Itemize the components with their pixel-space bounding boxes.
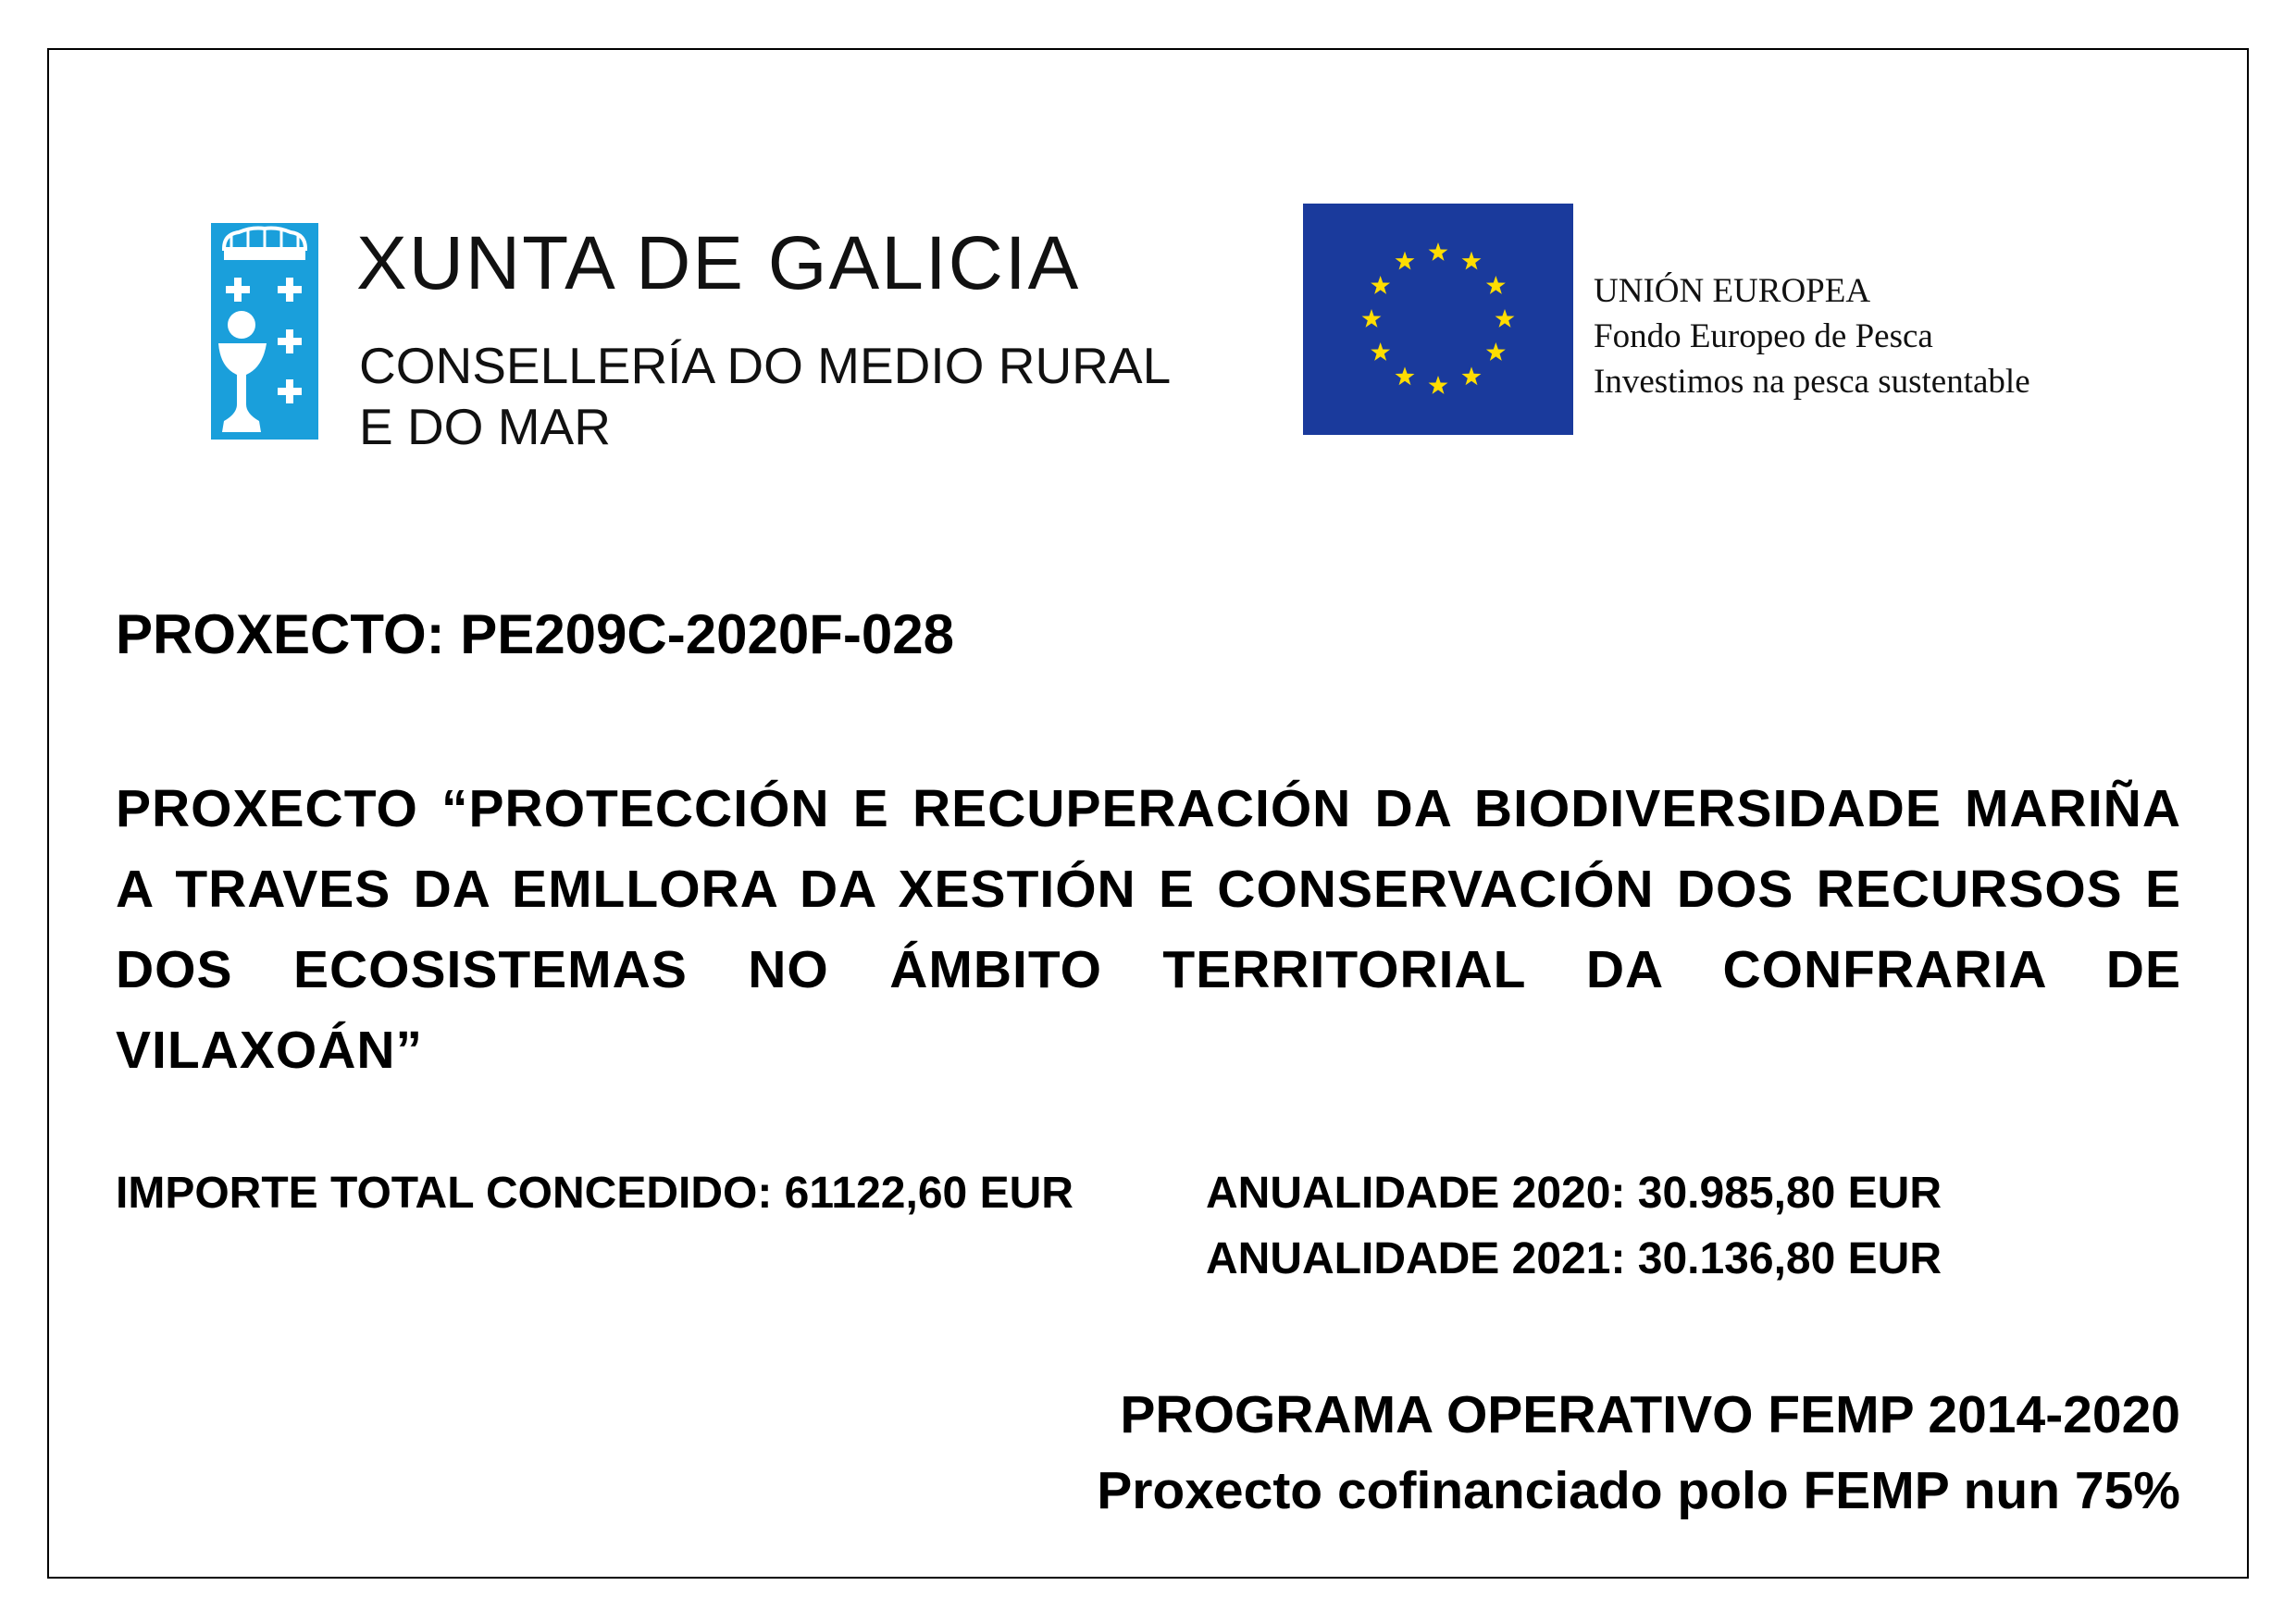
- xunta-title: XUNTA DE GALICIA: [356, 221, 1081, 305]
- eu-line3: Investimos na pesca sustentable: [1594, 363, 2030, 401]
- eu-line1: UNIÓN EUROPEA: [1594, 272, 1871, 310]
- eu-flag-icon: [1303, 204, 1573, 435]
- eu-star-icon: [1462, 366, 1482, 385]
- eu-star-icon: [1396, 366, 1415, 385]
- program-name: PROGRAMA OPERATIVO FEMP 2014-2020: [1120, 1385, 2180, 1444]
- eu-star-icon: [1371, 342, 1390, 361]
- total-amount: IMPORTE TOTAL CONCEDIDO: 61122,60 EUR: [116, 1169, 1074, 1218]
- eu-stars: [1303, 204, 1573, 435]
- eu-star-icon: [1396, 252, 1415, 270]
- eu-star-icon: [1486, 276, 1506, 294]
- eu-star-icon: [1486, 342, 1506, 361]
- xunta-subtitle: [359, 335, 1171, 457]
- eu-star-icon: [1371, 276, 1390, 294]
- xunta-subtitle-line2: E DO MAR: [359, 398, 611, 455]
- annuity-2020: ANUALIDADE 2020: 30.985,80 EUR: [1206, 1169, 1942, 1218]
- eu-star-icon: [1496, 309, 1515, 328]
- eu-star-icon: [1462, 252, 1482, 270]
- project-title: PROXECTO “PROTECCIÓN E RECUPERACIÓN DA BIODIVERSIDADE MARIÑA A TRAVES DA EMLLORA DA XESTIÓN E CONSERVACIÓN DOS RECURSOS E DOS ECOSISTEMAS NO ÁMBITO TERRITORIAL DA CONFRARIA DE VILAXOÁN”: [116, 779, 2181, 1080]
- annuity-2021: ANUALIDADE 2021: 30.136,80 EUR: [1206, 1234, 1942, 1283]
- xunta-subtitle-line1: CONSELLERÍA DO MEDIO RURAL: [359, 337, 1172, 394]
- eu-text: [1594, 268, 2030, 404]
- eu-star-icon: [1362, 309, 1382, 328]
- eu-line2: Fondo Europeo de Pesca: [1594, 317, 1933, 355]
- project-code: PROXECTO: PE209C-2020F-028: [116, 603, 954, 665]
- eu-star-icon: [1429, 242, 1448, 261]
- cofinancing-note: Proxecto cofinanciado polo FEMP nun 75%: [1097, 1461, 2180, 1520]
- xunta-emblem-icon: [211, 223, 318, 440]
- eu-star-icon: [1429, 376, 1448, 394]
